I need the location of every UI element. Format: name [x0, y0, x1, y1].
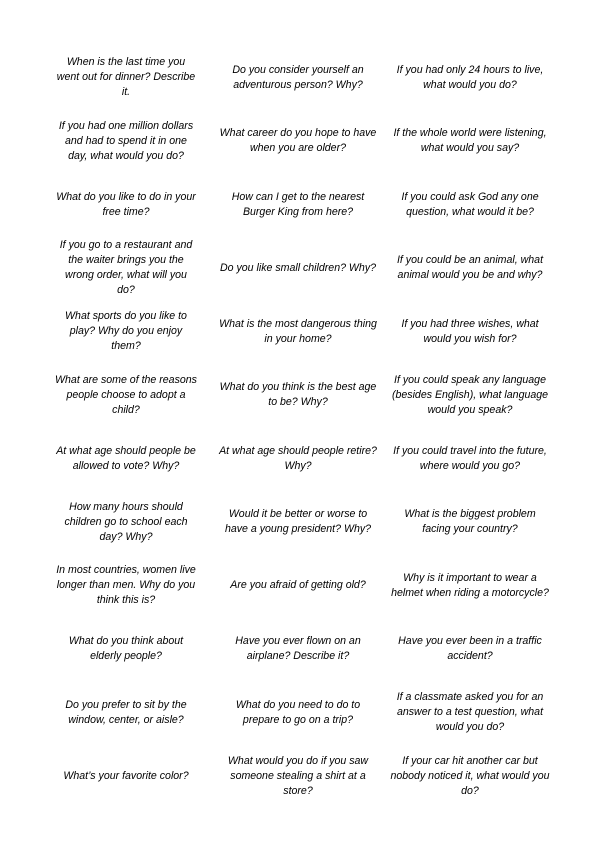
question-text: Would it be better or worse to have a young president? Why?: [224, 508, 372, 536]
question-card: [384, 110, 556, 174]
question-text: Why is it important to wear a helmet when riding a motorcycle?: [391, 571, 549, 599]
question-card: [212, 618, 384, 682]
question-card: [384, 681, 556, 745]
question-text: What do you think is the best age to be? Why?: [219, 381, 377, 409]
question-text: If you could be an animal, what animal would you be and why?: [396, 254, 544, 282]
question-card: [40, 618, 212, 682]
question-card: [384, 491, 556, 555]
question-text: What do you need to do to prepare to go on a trip?: [235, 698, 361, 726]
question-text: If you could ask God any one question, what would it be?: [401, 190, 539, 218]
question-card: [40, 46, 212, 110]
question-text: Do you prefer to sit by the window, center, or aisle?: [65, 698, 187, 726]
question-text: If you had one million dollars and had to spend it in one day, what would you do?: [58, 119, 194, 162]
question-text: In most countries, women live longer than men. Why do you think this is?: [56, 564, 196, 607]
question-card: [384, 173, 556, 237]
question-card: [212, 300, 384, 364]
question-card: [40, 681, 212, 745]
question-text: What do you think about elderly people?: [68, 635, 184, 663]
question-card: [212, 110, 384, 174]
question-text: What career do you hope to have when you are older?: [219, 127, 377, 155]
question-card: [384, 554, 556, 618]
question-text: Are you afraid of getting old?: [230, 579, 366, 592]
question-card: [40, 173, 212, 237]
question-text: Have you ever flown on an airplane? Describe it?: [235, 635, 361, 663]
question-text: How can I get to the nearest Burger King from here?: [231, 190, 365, 218]
question-text: Do you consider yourself an adventurous person? Why?: [232, 63, 364, 91]
question-cards-page: [40, 46, 556, 808]
question-card: [384, 427, 556, 491]
question-text: If your car hit another car but nobody noticed it, what would you do?: [390, 754, 550, 797]
question-text: If you had three wishes, what would you wish for?: [401, 317, 539, 345]
question-text: If you go to a restaurant and the waiter brings you the wrong order, what will you do?: [59, 239, 193, 297]
question-card: [384, 237, 556, 301]
question-card: [212, 237, 384, 301]
question-card: [212, 491, 384, 555]
question-text: At what age should people be allowed to vote? Why?: [56, 444, 196, 472]
question-text: Have you ever been in a traffic accident?: [398, 635, 542, 663]
question-text: What sports do you like to play? Why do you enjoy them?: [65, 310, 187, 353]
question-card: [40, 427, 212, 491]
question-card: [212, 46, 384, 110]
question-card: [40, 554, 212, 618]
question-text: If you had only 24 hours to live, what would you do?: [396, 63, 544, 91]
question-card: [384, 364, 556, 428]
question-text: What would you do if you saw someone stealing a shirt at a store?: [227, 754, 369, 797]
question-text: How many hours should children go to school each day? Why?: [64, 500, 188, 543]
question-card: [212, 681, 384, 745]
question-card: [40, 300, 212, 364]
question-grid: [40, 46, 556, 808]
question-card: [212, 554, 384, 618]
question-text: If a classmate asked you for an answer to a test question, what would you do?: [396, 691, 544, 734]
question-text: What is the biggest problem facing your country?: [404, 508, 536, 536]
question-text: What do you like to do in your free time?: [56, 190, 196, 218]
question-card: [40, 110, 212, 174]
question-card: [212, 364, 384, 428]
question-card: [40, 237, 212, 301]
question-card: [40, 491, 212, 555]
question-text: If you could travel into the future, where would you go?: [393, 444, 547, 472]
question-text: What’s your favorite color?: [63, 769, 189, 782]
question-text: At what age should people retire? Why?: [219, 444, 377, 472]
question-card: [212, 173, 384, 237]
question-text: If you could speak any language (besides English), what language would you speak?: [391, 373, 549, 416]
question-text: When is the last time you went out for dinner? Describe it.: [56, 56, 196, 99]
question-card: [384, 46, 556, 110]
question-card: [384, 618, 556, 682]
question-card: [212, 427, 384, 491]
question-card: [384, 745, 556, 809]
question-card: [384, 300, 556, 364]
question-card: [40, 745, 212, 809]
question-text: Do you like small children? Why?: [219, 261, 377, 274]
question-text: If the whole world were listening, what would you say?: [393, 127, 547, 155]
question-text: What are some of the reasons people choose to adopt a child?: [55, 373, 197, 416]
question-text: What is the most dangerous thing in your home?: [219, 317, 377, 345]
question-card: [212, 745, 384, 809]
question-card: [40, 364, 212, 428]
